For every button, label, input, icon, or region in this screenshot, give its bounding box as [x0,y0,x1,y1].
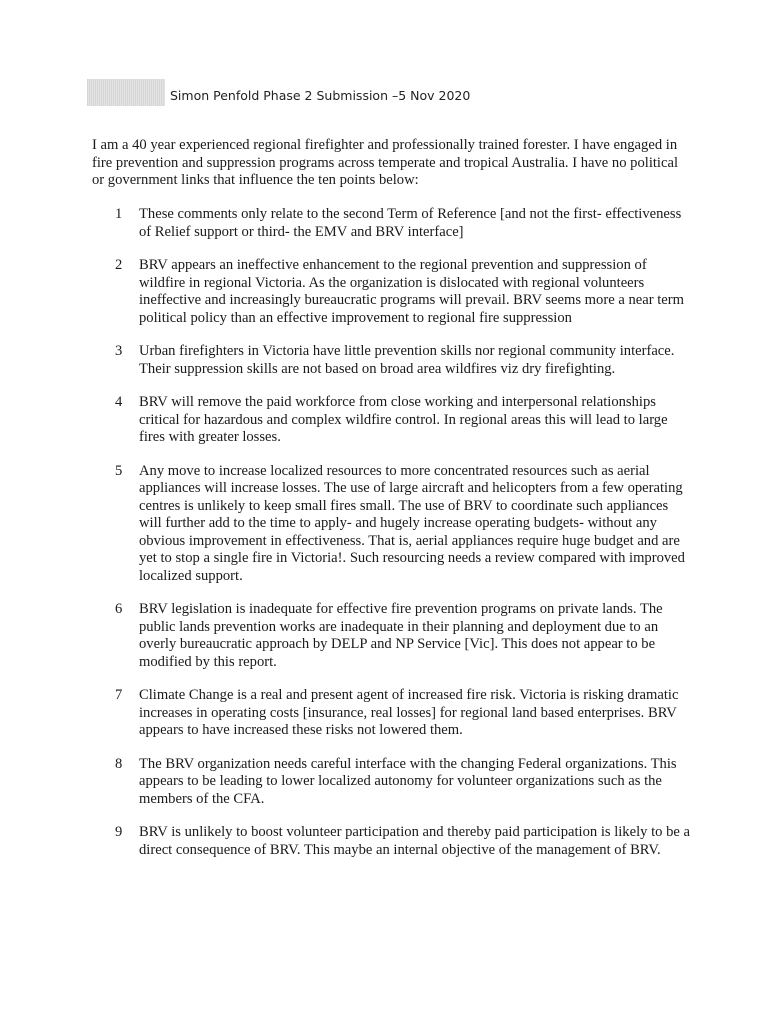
point-number: 5 [115,462,123,479]
intro-paragraph: I am a 40 year experienced regional firefighter and professionally trained forester. I have engaged in fire prevention and suppression programs across temperate and tropical Australia. I have no political or government links that influence the ten points below: [92,137,678,188]
point-item [92,394,692,447]
point-number: 1 [115,206,123,222]
point-text: Climate Change is a real and present agent of increased fire risk. Victoria is risking dramatic increases in operating costs [insurance, real losses] for regional land based enterprises. BRV appears to have increased these risks not lowered them. [139,687,679,738]
point-text: BRV is unlikely to boost volunteer participation and thereby paid participation is likely to be a direct consequence of BRV. This maybe an internal objective of the management of BRV. [139,824,690,858]
point-item [92,687,692,740]
point-text: Any move to increase localized resources to more concentrated resources such as aerial appliances will increase losses. The use of large aircraft and helicopters from a few operating centres is unlikely to keep small fires small. The use of BRV to coordinate such appliances will further add to the time to apply- and hugely increase operating budgets- without any obvious improvement in effectiveness. That is, aerial appliances require huge budget and are yet to stop a single fire in Victoria!. Such resourcing needs a review compared with improved localized support. [139,462,685,584]
point-text: These comments only relate to the second Term of Reference [and not the first- effectiveness of Relief support or third- the EMV and BRV interface] [139,206,682,240]
point-number: 4 [115,394,123,410]
point-number: 7 [115,687,123,703]
point-item [92,756,692,809]
point-item [92,824,692,859]
document-header-title: Simon Penfold Phase 2 Submission –5 Nov 2020 [170,88,471,103]
point-number: 8 [115,755,123,772]
point-number: 6 [115,601,123,617]
point-item [92,343,692,378]
point-number: 3 [115,343,123,359]
point-number: 2 [115,257,123,273]
redacted-block [87,79,165,106]
point-item [92,257,692,327]
point-text: The BRV organization needs careful interface with the changing Federal organizations. This appears to be leading to lower localized autonomy for volunteer organizations such as the members of the CFA. [139,755,677,807]
point-text: BRV will remove the paid workforce from close working and interpersonal relationships critical for hazardous and complex wildfire control. In regional areas this will lead to large fires with greater losses. [139,394,668,445]
point-text: Urban firefighters in Victoria have little prevention skills nor regional community interface. Their suppression skills are not based on broad area wildfires viz dry firefighting. [139,343,675,377]
point-item [92,601,692,671]
numbered-points-list [92,206,692,859]
point-item [92,206,692,241]
point-text: BRV appears an ineffective enhancement to the regional prevention and suppression of wildfire in regional Victoria. As the organization is dislocated with regional volunteers ineffective and increasingly bureaucratic programs will prevail. BRV seems more a near term political policy than an effective improvement to regional fire suppression [139,257,684,326]
point-item [92,463,692,586]
point-text: BRV legislation is inadequate for effective fire prevention programs on private lands. The public lands prevention works are inadequate in their planning and deployment due to an overly bureaucratic approach by DELP and NP Service [Vic]. This does not appear to be modified by this report. [139,601,663,670]
point-number: 9 [115,824,123,840]
